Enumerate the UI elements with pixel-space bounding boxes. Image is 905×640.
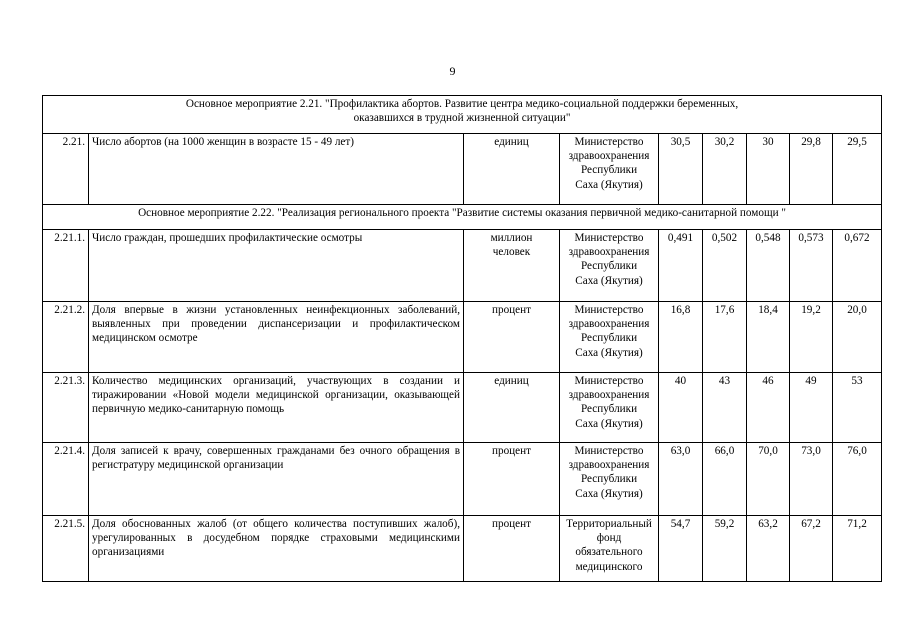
unit-cell — [464, 516, 560, 582]
value-cell: 63,2 — [747, 516, 790, 582]
unit-cell — [464, 373, 560, 443]
responsible-line: Саха (Якутия) — [575, 274, 643, 287]
responsible-line: Саха (Якутия) — [575, 487, 643, 500]
responsible-line: Территориальный — [566, 518, 652, 530]
value-cell: 16,8 — [659, 302, 703, 373]
responsible-line: здравоохранения — [568, 389, 650, 402]
table-row — [43, 373, 882, 443]
indicator-name: Число абортов (на 1000 женщин в возрасте 15 - 49 лет) — [89, 134, 464, 205]
section-row — [43, 205, 882, 230]
value-cell: 19,2 — [790, 302, 833, 373]
unit-line: единиц — [494, 375, 529, 387]
responsible-line: Республики — [580, 403, 638, 416]
unit-line: процент — [491, 518, 531, 530]
indicators-table — [42, 95, 882, 582]
responsible-line: обязательного — [575, 546, 643, 559]
responsible-line: здравоохранения — [568, 318, 650, 331]
unit-cell — [464, 302, 560, 373]
responsible-line: Саха (Якутия) — [575, 346, 643, 359]
indicator-number: 2.21.1. — [43, 230, 89, 302]
value-cell: 0,502 — [703, 230, 747, 302]
responsible-line: Саха (Якутия) — [575, 417, 643, 430]
table-row — [43, 443, 882, 516]
indicator-name: Доля обоснованных жалоб (от общего количества поступивших жалоб), урегулированных в досудебном порядке страховыми медицинскими организациями — [89, 516, 464, 582]
page-number: 9 — [449, 64, 456, 78]
responsible-cell — [560, 373, 659, 443]
unit-line: человек — [492, 246, 531, 259]
responsible-line: Министерство — [574, 232, 644, 244]
responsible-line: здравоохранения — [568, 246, 650, 259]
unit-line: миллион — [490, 232, 533, 244]
responsible-line: здравоохранения — [568, 150, 650, 163]
section-row — [43, 96, 882, 134]
responsible-cell — [560, 302, 659, 373]
value-cell: 30 — [747, 134, 790, 205]
indicator-number: 2.21. — [43, 134, 89, 205]
value-cell: 0,491 — [659, 230, 703, 302]
value-cell: 70,0 — [747, 443, 790, 516]
unit-cell — [464, 230, 560, 302]
value-cell: 67,2 — [790, 516, 833, 582]
value-cell: 63,0 — [659, 443, 703, 516]
table-row — [43, 134, 882, 205]
value-cell: 20,0 — [833, 302, 882, 373]
responsible-line: Республики — [580, 260, 638, 273]
value-cell: 30,2 — [703, 134, 747, 205]
responsible-line: медицинского — [575, 560, 643, 573]
section-heading-line: Основное мероприятие 2.22. "Реализация регионального проекта "Развитие системы оказания первичной медико-санитарной помощи " — [138, 207, 786, 219]
indicator-number: 2.21.3. — [43, 373, 89, 443]
responsible-cell — [560, 443, 659, 516]
responsible-line: фонд — [596, 532, 622, 545]
responsible-line: Саха (Якутия) — [575, 178, 643, 191]
responsible-cell — [560, 134, 659, 205]
unit-cell — [464, 134, 560, 205]
value-cell: 18,4 — [747, 302, 790, 373]
indicator-number: 2.21.4. — [43, 443, 89, 516]
responsible-cell — [560, 516, 659, 582]
indicator-name: Доля записей к врачу, совершенных гражданами без очного обращения в регистратуру медицинской организации — [89, 443, 464, 516]
responsible-cell — [560, 230, 659, 302]
value-cell: 71,2 — [833, 516, 882, 582]
indicator-name: Доля впервые в жизни установленных неинфекционных заболеваний, выявленных при проведении диспансеризации и профилактическом медицинском осмотре — [89, 302, 464, 373]
value-cell: 0,573 — [790, 230, 833, 302]
unit-line: процент — [491, 445, 531, 457]
value-cell: 29,5 — [833, 134, 882, 205]
value-cell: 29,8 — [790, 134, 833, 205]
value-cell: 59,2 — [703, 516, 747, 582]
value-cell: 54,7 — [659, 516, 703, 582]
table-row — [43, 230, 882, 302]
indicator-name: Число граждан, прошедших профилактические осмотры — [89, 230, 464, 302]
value-cell: 40 — [659, 373, 703, 443]
value-cell: 43 — [703, 373, 747, 443]
value-cell: 46 — [747, 373, 790, 443]
section-heading-line: Основное мероприятие 2.21. "Профилактика абортов. Развитие центра медико-социальной поддержки беременных, — [185, 98, 739, 110]
responsible-line: Министерство — [574, 136, 644, 148]
value-cell: 30,5 — [659, 134, 703, 205]
value-cell: 0,672 — [833, 230, 882, 302]
unit-line: процент — [491, 304, 531, 316]
indicator-name: Количество медицинских организаций, участвующих в создании и тиражировании «Новой модели медицинской организации, оказывающей первичную медико-санитарную помощь — [89, 373, 464, 443]
responsible-line: Республики — [580, 332, 638, 345]
responsible-line: Республики — [580, 164, 638, 177]
section-heading — [43, 205, 882, 230]
value-cell: 76,0 — [833, 443, 882, 516]
responsible-line: Министерство — [574, 445, 644, 457]
value-cell: 49 — [790, 373, 833, 443]
indicator-number: 2.21.2. — [43, 302, 89, 373]
section-heading — [43, 96, 882, 134]
responsible-line: Республики — [580, 473, 638, 486]
table-row — [43, 516, 882, 582]
unit-line: единиц — [494, 136, 529, 148]
responsible-line: Министерство — [574, 304, 644, 316]
value-cell: 0,548 — [747, 230, 790, 302]
responsible-line: здравоохранения — [568, 459, 650, 472]
value-cell: 53 — [833, 373, 882, 443]
value-cell: 17,6 — [703, 302, 747, 373]
value-cell: 66,0 — [703, 443, 747, 516]
responsible-line: Министерство — [574, 375, 644, 387]
unit-cell — [464, 443, 560, 516]
indicator-number: 2.21.5. — [43, 516, 89, 582]
value-cell: 73,0 — [790, 443, 833, 516]
table-row — [43, 302, 882, 373]
section-heading-line: оказавшихся в трудной жизненной ситуации" — [353, 112, 571, 125]
